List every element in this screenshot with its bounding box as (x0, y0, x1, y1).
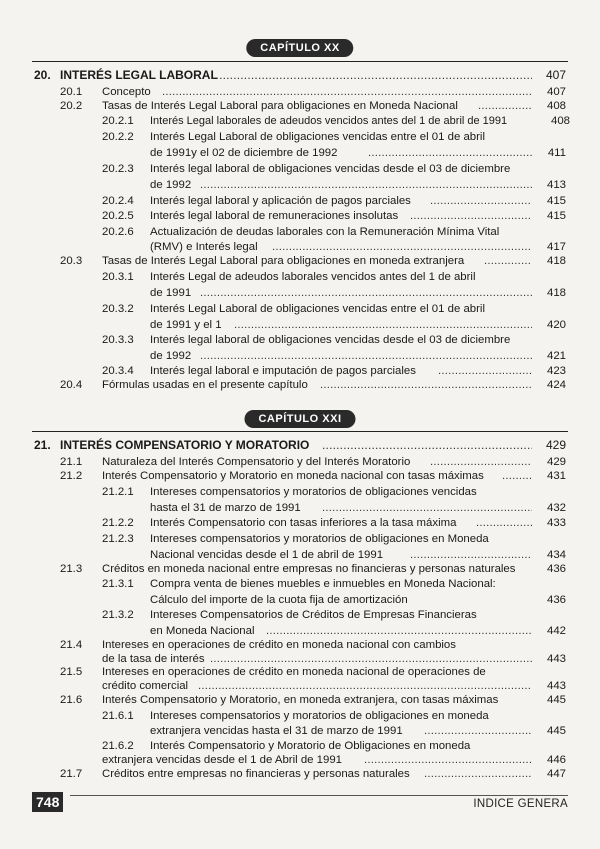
leader-dots (478, 99, 532, 113)
entry-number: 21.6 (60, 694, 83, 706)
leader-dots (364, 753, 532, 767)
page-number: 415 (546, 210, 566, 222)
entry-text: Créditos en moneda nacional entre empresas no financieras y personas naturales (102, 563, 516, 575)
page-number: 417 (546, 241, 566, 253)
page-number: 423 (546, 365, 566, 377)
page-number: 418 (546, 287, 566, 299)
leader-dots (320, 378, 532, 392)
entry-text: Compra venta de bienes muebles e inmuebles en Moneda Nacional: (150, 578, 496, 590)
page-number: 429 (546, 456, 566, 468)
leader-dots (200, 349, 532, 363)
page-number: 433 (546, 517, 566, 529)
entry-text: de 1991 (150, 287, 192, 299)
entry-number: 20.2.5 (102, 210, 134, 222)
entry-number: 20.1 (60, 86, 83, 98)
leader-dots (272, 240, 532, 254)
leader-dots (162, 85, 532, 99)
entry-text: de 1991 y el 1 (150, 319, 222, 331)
page-number: 411 (547, 147, 566, 159)
entry-text: (RMV) e Interés legal (150, 241, 258, 253)
entry-number: 21.3.1 (102, 578, 134, 590)
leader-dots (484, 254, 532, 268)
leader-dots (430, 194, 532, 208)
page-number: 424 (546, 379, 566, 391)
entry-text: Intereses compensatorios y moratorios de obligaciones en Moneda (150, 533, 489, 545)
entry-text: Fórmulas usadas en el presente capítulo (102, 379, 308, 391)
page-number: 436 (546, 594, 566, 606)
entry-text: de 1992 (150, 350, 192, 362)
entry-number: 20.3.3 (102, 334, 134, 346)
page-number: 447 (546, 768, 566, 780)
leader-dots (322, 438, 532, 452)
entry-text: extranjera vencidas desde el 1 de Abril de 1991 (102, 754, 342, 766)
entry-text: Cálculo del importe de la cuota fija de amortización (150, 594, 408, 606)
entry-number: 21.4 (60, 639, 83, 651)
entry-text: extranjera vencidas hasta el 31 de marzo de 1991 (150, 725, 403, 737)
entry-text: Concepto (102, 86, 151, 98)
entry-number: 21.2 (60, 470, 83, 482)
entry-text: Intereses compensatorios y moratorios de obligaciones vencidas (150, 486, 477, 498)
page-number: 421 (546, 350, 566, 362)
page-number: 407 (546, 86, 566, 98)
leader-dots (410, 209, 532, 223)
page-number: 418 (546, 255, 566, 267)
entry-text: de la tasa de interés (102, 653, 205, 665)
entry-text: de 1992 (150, 179, 192, 191)
entry-number: 20.2.4 (102, 195, 134, 207)
page-number: 413 (546, 179, 566, 191)
leader-dots (322, 501, 532, 515)
entry-text: Interés Compensatorio y Moratorio de Obligaciones en moneda (150, 740, 471, 752)
entry-number: 21.2.2 (102, 517, 134, 529)
page-number: 442 (546, 625, 566, 637)
page-number: 407 (545, 68, 566, 82)
page-number: 429 (545, 438, 566, 452)
chapter-rule (32, 431, 568, 432)
entry-number: 21.6.2 (102, 740, 134, 752)
entry-text: crédito comercial (102, 680, 189, 692)
entry-text: Tasas de Interés Legal Laboral para obligaciones en Moneda Nacional (102, 100, 458, 112)
page-number: 445 (546, 694, 566, 706)
entry-number: 20.2.1 (102, 115, 134, 127)
entry-text: Interés Legal de adeudos laborales vencidos antes del 1 de abril (150, 271, 476, 283)
entry-number: 20.3.2 (102, 303, 134, 315)
chapter-badge-xx: CAPÍTULO XX (246, 39, 353, 57)
entry-number: 20.3 (60, 255, 83, 267)
leader-dots (266, 624, 532, 638)
chapter-rule (32, 61, 568, 62)
entry-text: Interés Legal laborales de adeudos vencidos antes del 1 de abril de 1991 (150, 115, 508, 127)
section-title: INTERÉS COMPENSATORIO Y MORATORIO (60, 438, 310, 452)
entry-number: 21.1 (60, 456, 83, 468)
entry-text: Interés legal laboral e imputación de pagos parciales (150, 365, 416, 377)
entry-text: Intereses en operaciones de crédito en moneda nacional de operaciones de (102, 666, 486, 678)
entry-text: Tasas de Interés Legal Laboral para obligaciones en moneda extranjera (102, 255, 465, 267)
entry-text: Interés legal laboral y aplicación de pagos parciales (150, 195, 411, 207)
entry-text: de 1991y el 02 de diciembre de 1992 (150, 147, 338, 159)
page-number: 434 (546, 549, 566, 561)
leader-dots (200, 178, 532, 192)
page-number: 436 (546, 563, 566, 575)
entry-text: Naturaleza del Interés Compensatorio y del Interés Moratorio (102, 456, 411, 468)
page-number: 443 (546, 680, 566, 692)
chapter-badge-xxi: CAPÍTULO XXI (244, 410, 355, 428)
entry-text: Intereses en operaciones de crédito en moneda nacional con cambios (102, 639, 456, 651)
footer-rule (70, 795, 568, 796)
page-number: 415 (546, 195, 566, 207)
entry-number: 21.3.2 (102, 609, 134, 621)
footer-title: INDICE GENERA (473, 798, 568, 810)
entry-text: Actualización de deudas laborales con la Remuneración Mínima Vital (150, 226, 500, 238)
page-number: 445 (546, 725, 566, 737)
entry-number: 20.3.4 (102, 365, 134, 377)
page-number: 446 (546, 754, 566, 766)
entry-text: en Moneda Nacional (150, 625, 255, 637)
footer-page-number: 748 (32, 792, 63, 812)
entry-text: hasta el 31 de marzo de 1991 (150, 502, 301, 514)
entry-number: 21.5 (60, 666, 83, 678)
entry-text: Nacional vencidas desde el 1 de abril de 1991 (150, 549, 384, 561)
entry-number: 21.2.3 (102, 533, 134, 545)
entry-number: 20.2.2 (102, 131, 134, 143)
section-number: 20. (34, 68, 51, 82)
leader-dots (198, 679, 532, 693)
leader-dots (410, 548, 532, 562)
entry-number: 20.2.3 (102, 163, 134, 175)
leader-dots (438, 364, 532, 378)
entry-text: Interés legal laboral de remuneraciones insolutas (150, 210, 399, 222)
leader-dots (368, 146, 532, 160)
page-number: 443 (546, 653, 566, 665)
page-number: 420 (546, 319, 566, 331)
leader-dots (210, 652, 532, 666)
leader-dots (424, 724, 532, 738)
leader-dots (200, 286, 532, 300)
entry-number: 21.6.1 (102, 710, 134, 722)
section-title: INTERÉS LEGAL LABORAL (60, 68, 218, 82)
leader-dots (234, 318, 532, 332)
entry-number: 20.2 (60, 100, 83, 112)
entry-text: Créditos entre empresas no financieras y personas naturales (102, 768, 410, 780)
page-number: 431 (546, 470, 566, 482)
entry-text: Interés Compensatorio y Moratorio en moneda nacional con tasas máximas (102, 470, 484, 482)
entry-text: Intereses compensatorios y moratorios de obligaciones en moneda (150, 710, 489, 722)
entry-number: 21.2.1 (102, 486, 134, 498)
page-number: 408 (546, 100, 566, 112)
entry-number: 20.4 (60, 379, 83, 391)
entry-text: Interés legal laboral de obligaciones vencidas desde el 03 de diciembre (150, 163, 511, 175)
entry-text: Interés Legal Laboral de obligaciones vencidas entre el 01 de abril (150, 131, 485, 143)
section-number: 21. (34, 438, 51, 452)
entry-number: 20.3.1 (102, 271, 134, 283)
entry-text: Interés Compensatorio con tasas inferiores a la tasa máxima (150, 517, 457, 529)
entry-number: 21.3 (60, 563, 83, 575)
leader-dots (212, 68, 532, 82)
entry-text: Interés legal laboral de obligaciones vencidas desde el 03 de diciembre (150, 334, 511, 346)
leader-dots (424, 767, 532, 781)
leader-dots (502, 469, 532, 483)
page-number: 408 (550, 115, 570, 127)
entry-text: Interés Compensatorio y Moratorio, en moneda extranjera, con tasas máximas (102, 694, 499, 706)
entry-number: 21.7 (60, 768, 83, 780)
page-number: 432 (546, 502, 566, 514)
entry-text: Intereses Compensatorios de Créditos de Empresas Financieras (150, 609, 477, 621)
entry-number: 20.2.6 (102, 226, 134, 238)
leader-dots (476, 516, 532, 530)
entry-text: Interés Legal Laboral de obligaciones vencidas entre el 01 de abril (150, 303, 485, 315)
leader-dots (430, 455, 532, 469)
